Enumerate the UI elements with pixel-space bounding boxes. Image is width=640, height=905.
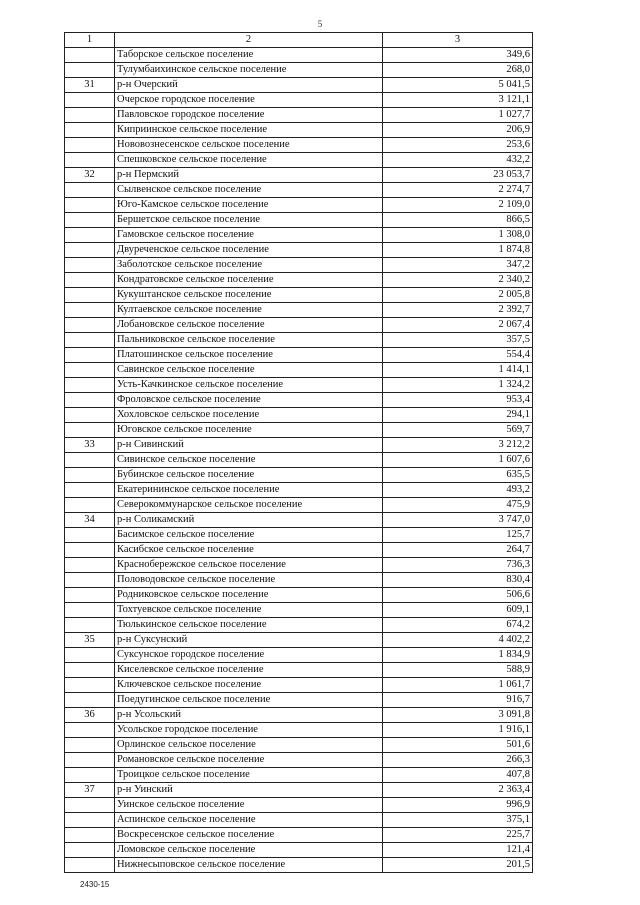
table-row: [65, 198, 533, 213]
settlement-name: Пальниковское сельское поселение: [115, 333, 383, 348]
amount-value: 225,7: [383, 828, 533, 843]
amount-value: 266,3: [383, 753, 533, 768]
row-number: [65, 153, 115, 168]
table-row: [65, 663, 533, 678]
amount-value: 121,4: [383, 843, 533, 858]
settlement-name: р-н Соликамский: [115, 513, 383, 528]
settlement-name: Сылвенское сельское поселение: [115, 183, 383, 198]
amount-value: 916,7: [383, 693, 533, 708]
amount-value: 674,2: [383, 618, 533, 633]
row-number: [65, 468, 115, 483]
amount-value: 588,9: [383, 663, 533, 678]
settlement-name: Суксунское городское поселение: [115, 648, 383, 663]
amount-value: 501,6: [383, 738, 533, 753]
table-row: [65, 468, 533, 483]
row-number: [65, 453, 115, 468]
table-row: [65, 333, 533, 348]
amount-value: 2 363,4: [383, 783, 533, 798]
amount-value: 407,8: [383, 768, 533, 783]
row-number: [65, 678, 115, 693]
row-number: 35: [65, 633, 115, 648]
settlement-name: Спешковское сельское поселение: [115, 153, 383, 168]
row-number: [65, 393, 115, 408]
table-row: [65, 843, 533, 858]
table-row: [65, 63, 533, 78]
row-number: [65, 228, 115, 243]
settlement-name: Уинское сельское поселение: [115, 798, 383, 813]
settlement-name: р-н Усольский: [115, 708, 383, 723]
table-row: [65, 783, 533, 798]
settlement-name: Орлинское сельское поселение: [115, 738, 383, 753]
table-row: [65, 318, 533, 333]
amount-value: 357,5: [383, 333, 533, 348]
amount-value: 294,1: [383, 408, 533, 423]
row-number: [65, 318, 115, 333]
settlement-name: Лобановское сельское поселение: [115, 318, 383, 333]
amount-value: 432,2: [383, 153, 533, 168]
amount-value: 3 091,8: [383, 708, 533, 723]
amount-value: 996,9: [383, 798, 533, 813]
settlement-name: Тулумбаихинское сельское поселение: [115, 63, 383, 78]
amount-value: 3 121,1: [383, 93, 533, 108]
settlement-name: Ломовское сельское поселение: [115, 843, 383, 858]
row-number: [65, 618, 115, 633]
amount-value: 609,1: [383, 603, 533, 618]
row-number: [65, 93, 115, 108]
row-number: [65, 768, 115, 783]
table-row: [65, 438, 533, 453]
table-row: [65, 558, 533, 573]
amount-value: 2 274,7: [383, 183, 533, 198]
amount-value: 2 392,7: [383, 303, 533, 318]
table-row: [65, 528, 533, 543]
settlement-name: Двуреченское сельское поселение: [115, 243, 383, 258]
settlement-name: Кукуштанское сельское поселение: [115, 288, 383, 303]
row-number: 34: [65, 513, 115, 528]
settlement-name: Фроловское сельское поселение: [115, 393, 383, 408]
amount-value: 125,7: [383, 528, 533, 543]
table-row: [65, 108, 533, 123]
amount-value: 1 027,7: [383, 108, 533, 123]
table-row: [65, 753, 533, 768]
settlement-name: Романовское сельское поселение: [115, 753, 383, 768]
amount-value: 347,2: [383, 258, 533, 273]
table-row: [65, 93, 533, 108]
row-number: [65, 333, 115, 348]
amount-value: 1 308,0: [383, 228, 533, 243]
table-row: [65, 78, 533, 93]
table-row: [65, 513, 533, 528]
settlement-name: Касибское сельское поселение: [115, 543, 383, 558]
row-number: [65, 813, 115, 828]
page-number: 5: [317, 19, 323, 29]
table-body: [65, 48, 533, 873]
amount-value: 1 834,9: [383, 648, 533, 663]
table-row: [65, 408, 533, 423]
settlement-table: [64, 32, 533, 873]
table-row: [65, 123, 533, 138]
table-row: [65, 348, 533, 363]
row-number: [65, 738, 115, 753]
table-row: [65, 678, 533, 693]
row-number: [65, 498, 115, 513]
settlement-name: Аспинское сельское поселение: [115, 813, 383, 828]
amount-value: 3 747,0: [383, 513, 533, 528]
settlement-name: Северокоммунарское сельское поселение: [115, 498, 383, 513]
table-row: [65, 213, 533, 228]
header-row: [65, 33, 533, 48]
row-number: [65, 558, 115, 573]
table-row: [65, 48, 533, 63]
settlement-name: Киприинское сельское поселение: [115, 123, 383, 138]
row-number: 36: [65, 708, 115, 723]
settlement-name: Тохтуевское сельское поселение: [115, 603, 383, 618]
table-row: [65, 498, 533, 513]
amount-value: 375,1: [383, 813, 533, 828]
amount-value: 866,5: [383, 213, 533, 228]
amount-value: 1 324,2: [383, 378, 533, 393]
settlement-name: Киселевское сельское поселение: [115, 663, 383, 678]
row-number: [65, 48, 115, 63]
settlement-name: Екатерининское сельское поселение: [115, 483, 383, 498]
amount-value: 5 041,5: [383, 78, 533, 93]
row-number: [65, 288, 115, 303]
table-row: [65, 453, 533, 468]
amount-value: 23 053,7: [383, 168, 533, 183]
table-row: [65, 273, 533, 288]
settlement-name: Платошинское сельское поселение: [115, 348, 383, 363]
column-header-1: 1: [65, 33, 115, 48]
column-header-2: 2: [115, 33, 383, 48]
amount-value: 2 109,0: [383, 198, 533, 213]
amount-value: 206,9: [383, 123, 533, 138]
row-number: [65, 423, 115, 438]
amount-value: 2 340,2: [383, 273, 533, 288]
row-number: [65, 588, 115, 603]
table-header: [65, 33, 533, 48]
settlement-name: Хохловское сельское поселение: [115, 408, 383, 423]
row-number: [65, 183, 115, 198]
table-row: [65, 693, 533, 708]
settlement-name: Троицкое сельское поселение: [115, 768, 383, 783]
table-row: [65, 378, 533, 393]
table-row: [65, 813, 533, 828]
amount-value: 4 402,2: [383, 633, 533, 648]
amount-value: 253,6: [383, 138, 533, 153]
table-row: [65, 288, 533, 303]
settlement-name: р-н Суксунский: [115, 633, 383, 648]
amount-value: 264,7: [383, 543, 533, 558]
settlement-name: Басимское сельское поселение: [115, 528, 383, 543]
amount-value: 830,4: [383, 573, 533, 588]
row-number: [65, 528, 115, 543]
table-row: [65, 588, 533, 603]
amount-value: 268,0: [383, 63, 533, 78]
table-row: [65, 633, 533, 648]
table-row: [65, 168, 533, 183]
row-number: [65, 213, 115, 228]
amount-value: 1 061,7: [383, 678, 533, 693]
row-number: [65, 858, 115, 873]
row-number: [65, 483, 115, 498]
table-row: [65, 423, 533, 438]
settlement-name: р-н Пермский: [115, 168, 383, 183]
table-row: [65, 483, 533, 498]
table-row: [65, 648, 533, 663]
row-number: [65, 243, 115, 258]
row-number: [65, 348, 115, 363]
table-row: [65, 603, 533, 618]
row-number: [65, 363, 115, 378]
settlement-name: Нижнесыповское сельское поселение: [115, 858, 383, 873]
table-row: [65, 723, 533, 738]
table-row: [65, 153, 533, 168]
settlement-name: Очерское городское поселение: [115, 93, 383, 108]
settlement-name: Ключевское сельское поселение: [115, 678, 383, 693]
settlement-name: Сивинское сельское поселение: [115, 453, 383, 468]
row-number: [65, 573, 115, 588]
settlement-name: Кондратовское сельское поселение: [115, 273, 383, 288]
amount-value: 475,9: [383, 498, 533, 513]
settlement-name: Юговское сельское поселение: [115, 423, 383, 438]
row-number: [65, 378, 115, 393]
column-header-3: 3: [383, 33, 533, 48]
settlement-name: Тюлькинское сельское поселение: [115, 618, 383, 633]
settlement-name: Усольское городское поселение: [115, 723, 383, 738]
table-row: [65, 363, 533, 378]
settlement-name: Гамовское сельское поселение: [115, 228, 383, 243]
settlement-name: Бубинское сельское поселение: [115, 468, 383, 483]
settlement-name: Половодовское сельское поселение: [115, 573, 383, 588]
row-number: 32: [65, 168, 115, 183]
table-row: [65, 828, 533, 843]
table-row: [65, 258, 533, 273]
settlement-name: Савинское сельское поселение: [115, 363, 383, 378]
amount-value: 2 067,4: [383, 318, 533, 333]
row-number: [65, 408, 115, 423]
row-number: [65, 843, 115, 858]
amount-value: 506,6: [383, 588, 533, 603]
row-number: 37: [65, 783, 115, 798]
document-code: 2430-15: [80, 880, 110, 889]
table-row: [65, 573, 533, 588]
settlement-name: Таборское сельское поселение: [115, 48, 383, 63]
table-row: [65, 738, 533, 753]
table-row: [65, 138, 533, 153]
row-number: [65, 108, 115, 123]
row-number: [65, 138, 115, 153]
settlement-name: Нововознесенское сельское поселение: [115, 138, 383, 153]
settlement-name: Воскресенское сельское поселение: [115, 828, 383, 843]
amount-value: 953,4: [383, 393, 533, 408]
row-number: [65, 543, 115, 558]
row-number: [65, 663, 115, 678]
row-number: [65, 798, 115, 813]
amount-value: 3 212,2: [383, 438, 533, 453]
row-number: 31: [65, 78, 115, 93]
amount-value: 201,5: [383, 858, 533, 873]
settlement-name: Заболотское сельское поселение: [115, 258, 383, 273]
amount-value: 736,3: [383, 558, 533, 573]
settlement-name: Павловское городское поселение: [115, 108, 383, 123]
settlement-name: Юго-Камское сельское поселение: [115, 198, 383, 213]
settlement-name: Родниковское сельское поселение: [115, 588, 383, 603]
table-row: [65, 618, 533, 633]
row-number: [65, 603, 115, 618]
amount-value: 493,2: [383, 483, 533, 498]
settlement-name: Поедугинское сельское поселение: [115, 693, 383, 708]
amount-value: 569,7: [383, 423, 533, 438]
row-number: [65, 723, 115, 738]
row-number: [65, 273, 115, 288]
row-number: [65, 303, 115, 318]
row-number: 33: [65, 438, 115, 453]
row-number: [65, 753, 115, 768]
amount-value: 2 005,8: [383, 288, 533, 303]
settlement-name: Бершетское сельское поселение: [115, 213, 383, 228]
amount-value: 635,5: [383, 468, 533, 483]
settlement-name: Усть-Качкинское сельское поселение: [115, 378, 383, 393]
row-number: [65, 693, 115, 708]
settlement-name: Култаевское сельское поселение: [115, 303, 383, 318]
amount-value: 1 874,8: [383, 243, 533, 258]
row-number: [65, 63, 115, 78]
table-row: [65, 303, 533, 318]
table-row: [65, 708, 533, 723]
amount-value: 1 414,1: [383, 363, 533, 378]
settlement-name: Краснобережское сельское поселение: [115, 558, 383, 573]
amount-value: 1 607,6: [383, 453, 533, 468]
table-row: [65, 798, 533, 813]
table-row: [65, 393, 533, 408]
table-row: [65, 768, 533, 783]
table-row: [65, 543, 533, 558]
row-number: [65, 258, 115, 273]
table-row: [65, 228, 533, 243]
row-number: [65, 828, 115, 843]
table-row: [65, 183, 533, 198]
amount-value: 349,6: [383, 48, 533, 63]
table-row: [65, 858, 533, 873]
settlement-name: р-н Очерский: [115, 78, 383, 93]
amount-value: 554,4: [383, 348, 533, 363]
row-number: [65, 648, 115, 663]
row-number: [65, 198, 115, 213]
amount-value: 1 916,1: [383, 723, 533, 738]
row-number: [65, 123, 115, 138]
table-row: [65, 243, 533, 258]
settlement-name: р-н Сивинский: [115, 438, 383, 453]
settlement-name: р-н Уинский: [115, 783, 383, 798]
